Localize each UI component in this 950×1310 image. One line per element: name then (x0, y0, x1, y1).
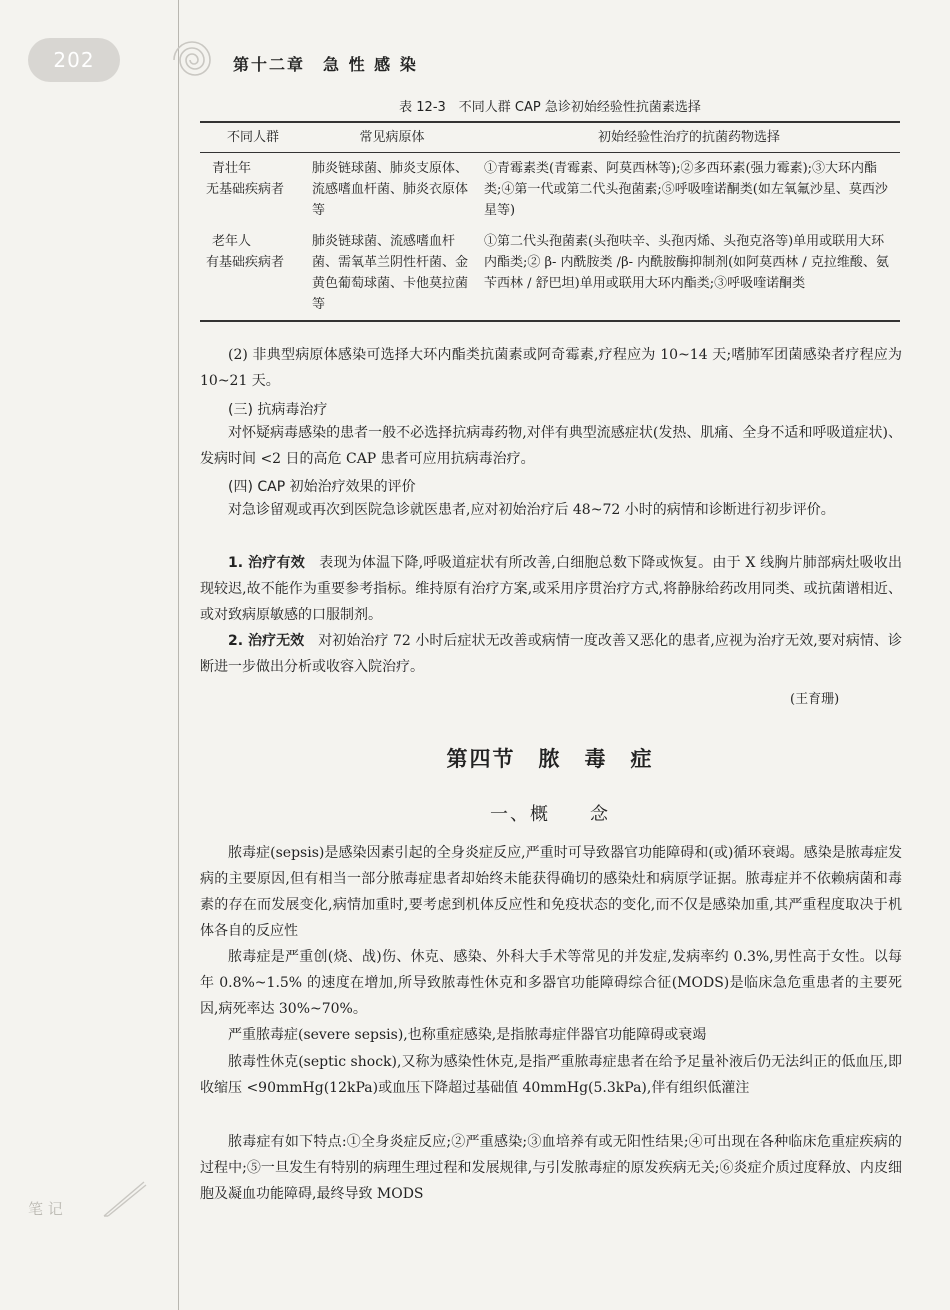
paragraph-antiviral: 对怀疑病毒感染的患者一般不必选择抗病毒药物,对伴有典型流感症状(发热、肌痛、全身不适和呼吸道症状)、发病时间 <2 日的高危 CAP 患者可应用抗病毒治疗。 (200, 425, 902, 467)
ineffective-label: 2. 治疗无效 (228, 633, 305, 649)
effective-text: 表现为体温下降,呼吸道症状有所改善,白细胞总数下降或恢复。由于 X 线胸片肺部病灶吸收出现较迟,故不能作为重要参考指标。维持原有治疗方案,或采用序贯治疗方式,将静脉给药改用同类、或抗菌谱相近、或对致病原敏感的口服制剂。 (200, 555, 903, 623)
table-row (200, 226, 900, 321)
table-cell-pathogen: 肺炎链球菌、流感嗜血杆菌、需氧革兰阴性杆菌、金黄色葡萄球菌、卡他莫拉菌等 (306, 226, 478, 321)
ineffective-text: 对初始治疗 72 小时后症状无改善或病情一度改善又恶化的患者,应视为治疗无效,要对病情、诊断进一步做出分析或收容入院治疗。 (200, 633, 902, 675)
paragraph-atypical: (2) 非典型病原体感染可选择大环内酯类抗菌素或阿奇霉素,疗程应为 10~14 天;嗜肺军团菌感染者疗程应为 10~21 天。 (200, 347, 902, 389)
table-cell-treatment: ①第二代头孢菌素(头孢呋辛、头孢丙烯、头孢克洛等)单用或联用大环内酯类;② β- 内酰胺类 /β- 内酰胺酶抑制剂(如阿莫西林 / 克拉维酸、氨苄西林 / 舒巴坦)单用或联用大环内酯类;③呼吸喹诺酮类 (478, 226, 900, 321)
table-cell-pathogen: 肺炎链球菌、肺炎支原体、流感嗜血杆菌、肺炎衣原体等 (312, 161, 469, 218)
notes-label: 笔 记 (28, 1200, 63, 1218)
margin-rule (178, 0, 179, 1310)
heading-antiviral: (三) 抗病毒治疗 (228, 402, 328, 418)
effective-label: 1. 治疗有效 (228, 555, 306, 571)
table-cell-treatment: ①青霉素类(青霉素、阿莫西林等);②多西环素(强力霉素);③大环内酯类;④第一代或第二代头孢菌素;⑤呼吸喹诺酮类(如左氧氟沙星、莫西沙星等) (484, 161, 888, 218)
table-cell-group (200, 153, 306, 227)
table-header-treatment: 初始经验性治疗的抗菌药物选择 (478, 122, 900, 153)
table-cell-group (200, 226, 306, 321)
paragraph-sepsis-epidemiology: 脓毒症是严重创(烧、战)伤、休克、感染、外科大手术等常见的并发症,发病率约 0.3%,男性高于女性。以每年 0.8%~1.5% 的速度在增加,所导致脓毒性休克和多器官功能障碍综合征(MODS)是临床急危重患者的主要死因,病死率达 30%~70%。 (200, 949, 902, 1017)
table-row (200, 153, 900, 227)
paragraph-evaluation: 对急诊留观或再次到医院急诊就医患者,应对初始治疗后 48~72 小时的病情和诊断进行初步评价。 (228, 502, 835, 518)
paragraph-septic-shock: 脓毒性休克(septic shock),又称为感染性休克,是指严重脓毒症患者在给予足量补液后仍无法纠正的低血压,即收缩压 <90mmHg(12kPa)或血压下降超过基础值 40mmHg(5.3kPa),伴有组织低灌注 (200, 1054, 902, 1096)
paragraph-severe-sepsis: 严重脓毒症(severe sepsis),也称重症感染,是指脓毒症伴器官功能障碍或衰竭 (228, 1027, 707, 1043)
section-title: 第四节 脓 毒 症 (446, 747, 654, 771)
paragraph-sepsis-definition: 脓毒症(sepsis)是感染因素引起的全身炎症反应,严重时可导致器官功能障碍和(或)循环衰竭。感染是脓毒症发病的主要原因,但有相当一部分脓毒症患者却始终未能获得确切的感染灶和病原学证据。脓毒症并不依赖病菌和毒素的存在而发展变化,病情加重时,要考虑到机体反应性和免疫状态的变化,而不仅是感染加重,其严重程度取决于机体各自的反应性 (200, 845, 902, 939)
antibiotic-table (200, 121, 900, 322)
table-header-pathogen: 常见病原体 (306, 122, 478, 153)
group-line: 有基础疾病者 (206, 255, 285, 270)
group-line: 无基础疾病者 (206, 182, 285, 197)
table-caption: 表 12-3 不同人群 CAP 急诊初始经验性抗菌素选择 (399, 100, 701, 115)
group-line: 青壮年 (212, 161, 252, 176)
subsection-title: 一、概 念 (490, 804, 610, 825)
pen-icon (100, 1178, 148, 1218)
author: (王育珊) (790, 692, 840, 707)
table-header-group: 不同人群 (200, 122, 306, 153)
paragraph-ineffective (200, 628, 902, 680)
group-line: 老年人 (212, 234, 252, 249)
swirl-ornament-icon (168, 34, 220, 86)
paragraph-sepsis-features: 脓毒症有如下特点:①全身炎症反应;②严重感染;③血培养有或无阳性结果;④可出现在各种临床危重症疾病的过程中;⑤一旦发生有特别的病理生理过程和发展规律,与引发脓毒症的原发疾病无关;⑥炎症介质过度释放、内皮细胞及凝血功能障碍,最终导致 MODS (200, 1134, 902, 1202)
heading-evaluation: (四) CAP 初始治疗效果的评价 (228, 479, 416, 495)
page-number: 202 (28, 38, 120, 82)
paragraph-effective (200, 550, 902, 628)
chapter-title: 第十二章 急 性 感 染 (233, 55, 418, 74)
